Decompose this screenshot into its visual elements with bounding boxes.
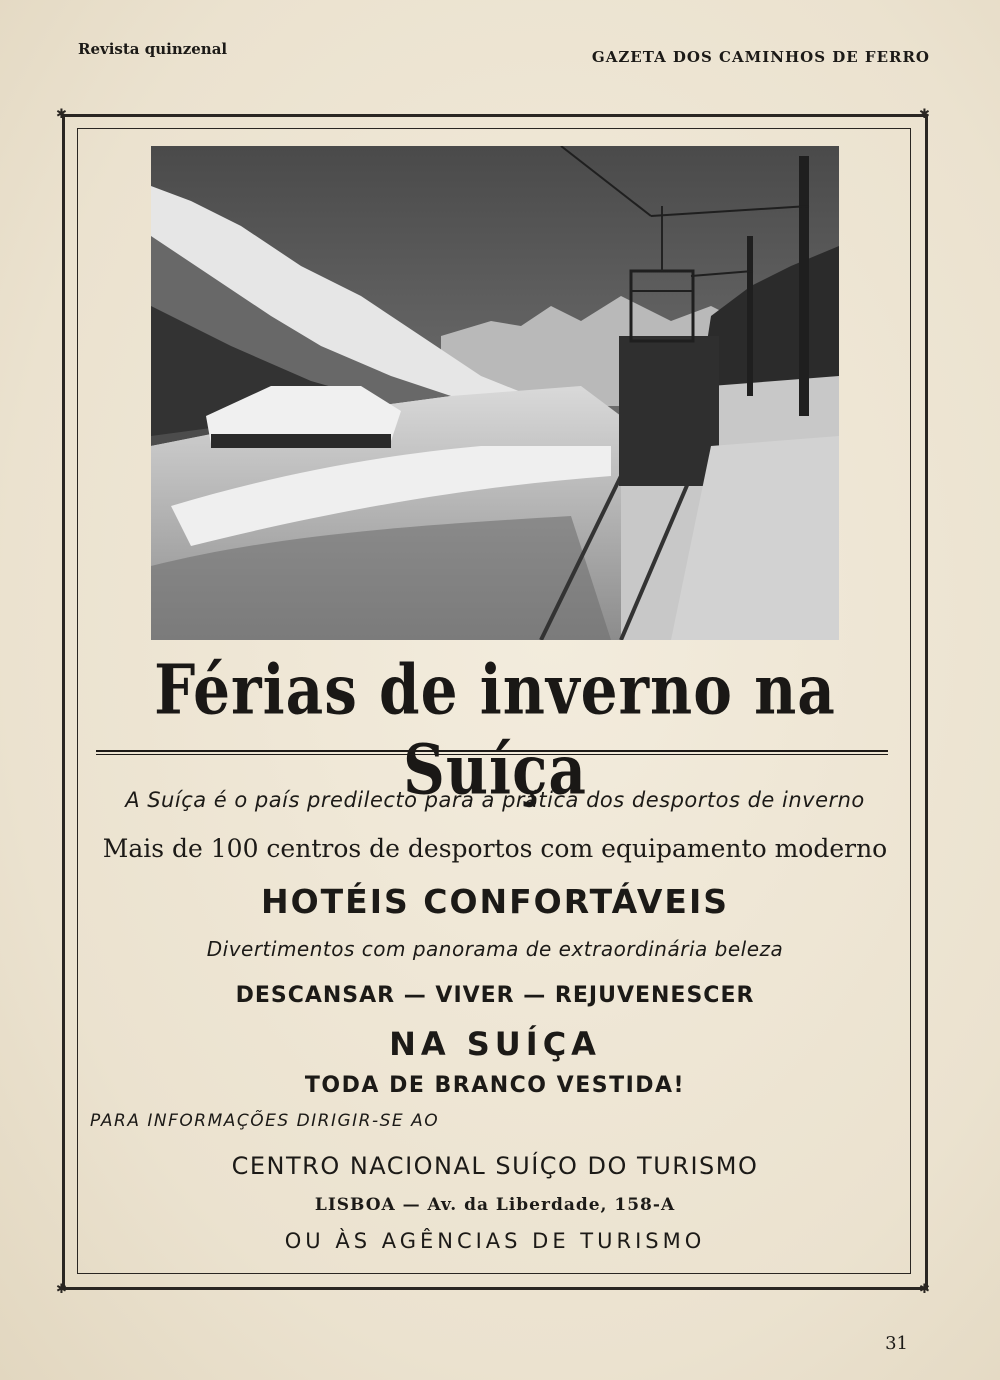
ad-line-entertainment: Divertimentos com panorama de extraordinária beleza	[206, 937, 784, 961]
corner-ornament-icon: ✱	[919, 1282, 930, 1297]
ad-line-agencies: OU ÀS AGÊNCIAS DE TURISMO	[284, 1229, 706, 1253]
corner-ornament-icon: ✱	[919, 107, 930, 122]
snowy-railway-photo	[151, 146, 839, 640]
ad-line-address: LISBOA — Av. da Liberdade, 158-A	[314, 1195, 676, 1215]
ad-line-tourism-center: CENTRO NACIONAL SUÍÇO DO TURISMO	[231, 1152, 759, 1180]
publication-frequency: Revista quinzenal	[78, 40, 228, 58]
publication-title: GAZETA DOS CAMINHOS DE FERRO	[591, 48, 930, 66]
ad-line-slogan: DESCANSAR — VIVER — REJUVENESCER	[235, 983, 755, 1008]
headline-double-rule	[96, 750, 888, 755]
ad-line-country: NA SUÍÇA	[389, 1025, 601, 1063]
corner-ornament-icon: ✱	[56, 1282, 67, 1297]
corner-ornament-icon: ✱	[56, 107, 67, 122]
ad-line-white: TODA DE BRANCO VESTIDA!	[304, 1073, 686, 1098]
photo-illustration	[151, 146, 839, 640]
ad-headline: Férias de inverno na Suíça	[154, 649, 836, 811]
ad-line-sports: A Suíça é o país predilecto para a prática dos desportos de inverno	[125, 788, 865, 812]
ad-line-info: PARA INFORMAÇÕES DIRIGIR-SE AO	[90, 1111, 440, 1131]
ad-line-centers: Mais de 100 centros de desportos com equipamento moderno	[102, 834, 888, 863]
ad-line-hotels: HOTÉIS CONFORTÁVEIS	[260, 882, 730, 921]
page-number: 31	[885, 1333, 908, 1354]
